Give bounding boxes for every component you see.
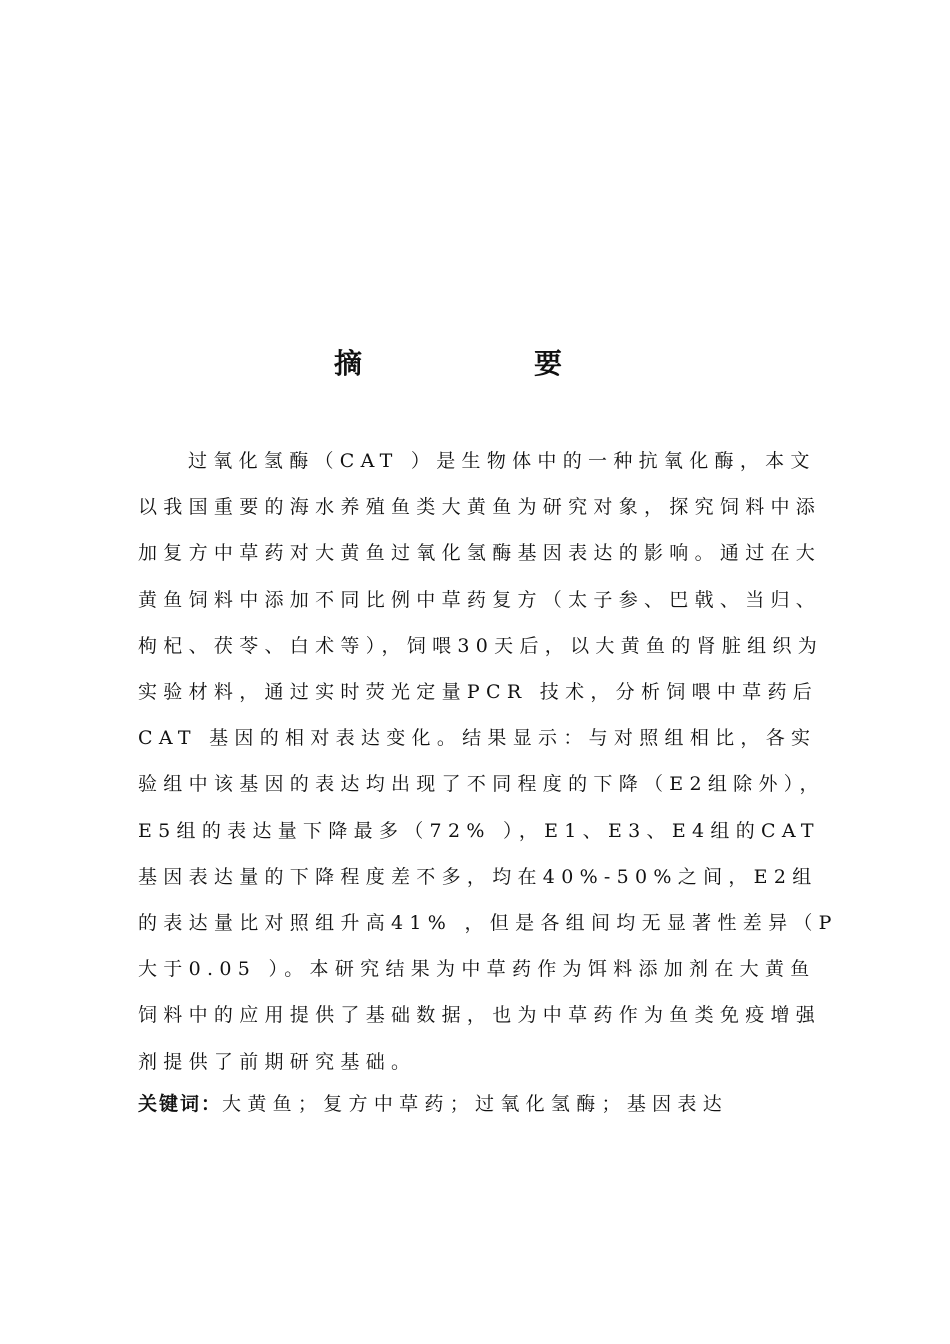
abstract-text: 过氧化氢酶（CAT ）是生物体中的一种抗氧化酶，本文以我国重要的海水养殖鱼类大黄鱼为研究对象，探究饲料中添加复方中草药对大黄鱼过氧化氢酶基因表达的影响。通过在大黄鱼饲料中添加不同比例中草药复方（太子参、巴戟、当归、枸杞、茯苓、白术等），饲喂30天后，以大黄鱼的肾脏组织为实验材料，通过实时荧光定量PCR 技术，分析饲喂中草药后CAT 基因的相对表达变化。结果显示：与对照组相比，各实验组中该基因的表达均出现了不同程度的下降（E2组除外），E5组的表达量下降最多（72% ），E1、E3、E4组的CAT 基因表达量的下降程度差不多，均在40%-50%之间，E2组的表达量比对照组升高41% ，但是各组间均无显著性差异（P 大于0.05 ）。本研究结果为中草药作为饵料添加剂在大黄鱼饲料中的应用提供了基础数据，也为中草药作为鱼类免疫增强剂提供了前期研究基础。	[138, 450, 838, 1073]
keywords-line	[138, 1086, 858, 1122]
page-title: 摘 要	[333, 347, 634, 380]
abstract-body	[138, 438, 838, 1085]
keywords-label: 关键词：	[138, 1093, 223, 1115]
keywords-list: 大黄鱼；复方中草药；过氧化氢酶；基因表达	[222, 1093, 729, 1115]
